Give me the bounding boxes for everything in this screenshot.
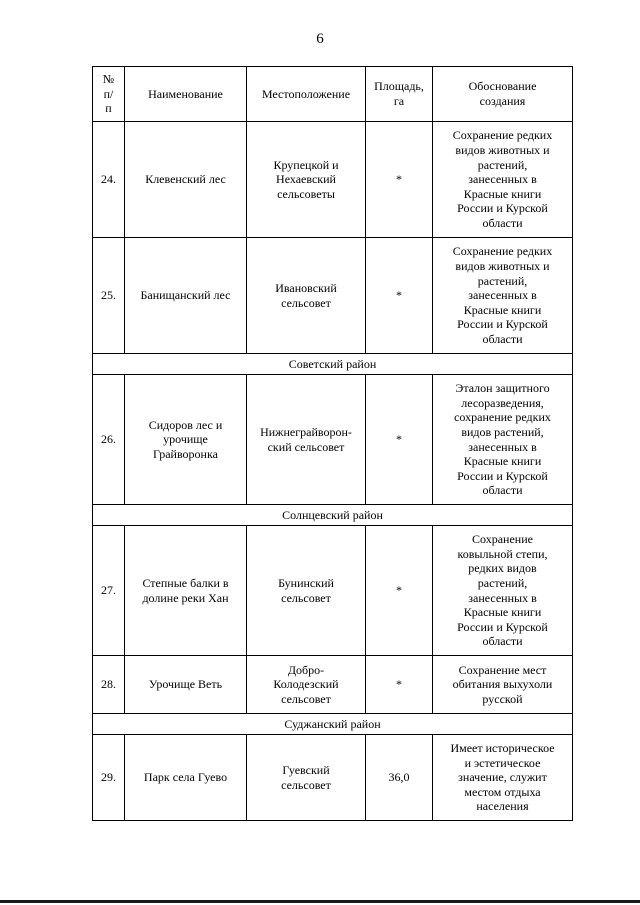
header-number: № п/ п bbox=[93, 67, 125, 122]
row-name: Урочище Веть bbox=[125, 656, 247, 714]
row-basis: Сохранение редких видов животных и растений, занесенных в Красные книги России и Курской области bbox=[433, 238, 573, 354]
row-area: * bbox=[366, 526, 433, 656]
row-basis: Сохранение редких видов животных и растений, занесенных в Красные книги России и Курской области bbox=[433, 122, 573, 238]
row-area: 36,0 bbox=[366, 735, 433, 821]
page-bottom-border bbox=[0, 900, 640, 903]
region-row bbox=[93, 354, 573, 375]
protected-areas-table bbox=[92, 66, 573, 821]
table-row bbox=[93, 526, 573, 656]
page-number: 6 bbox=[316, 31, 324, 47]
row-area: * bbox=[366, 238, 433, 354]
region-row bbox=[93, 505, 573, 526]
row-area: * bbox=[366, 656, 433, 714]
table-row bbox=[93, 122, 573, 238]
row-number: 25. bbox=[93, 238, 125, 354]
row-location: Ивановский сельсовет bbox=[247, 238, 366, 354]
row-name: Клевенский лес bbox=[125, 122, 247, 238]
table-row bbox=[93, 238, 573, 354]
row-location: Бунинский сельсовет bbox=[247, 526, 366, 656]
row-number: 27. bbox=[93, 526, 125, 656]
row-area: * bbox=[366, 122, 433, 238]
row-basis: Имеет историческое и эстетическое значение, служит местом отдыха населения bbox=[433, 735, 573, 821]
header-area: Площадь, га bbox=[366, 67, 433, 122]
row-name: Степные балки в долине реки Хан bbox=[125, 526, 247, 656]
row-name: Сидоров лес и урочище Грайворонка bbox=[125, 375, 247, 505]
row-basis: Сохранение ковыльной степи, редких видов растений, занесенных в Красные книги России и Курской области bbox=[433, 526, 573, 656]
header-name: Наименование bbox=[125, 67, 247, 122]
table-header-row bbox=[93, 67, 573, 122]
row-name: Банищанский лес bbox=[125, 238, 247, 354]
header-basis: Обоснование создания bbox=[433, 67, 573, 122]
row-name: Парк села Гуево bbox=[125, 735, 247, 821]
region-label: Суджанский район bbox=[93, 714, 573, 735]
row-number: 28. bbox=[93, 656, 125, 714]
row-basis: Эталон защитного лесоразведения, сохранение редких видов растений, занесенных в Красные книги России и Курской области bbox=[433, 375, 573, 505]
row-basis: Сохранение мест обитания выхухоли русской bbox=[433, 656, 573, 714]
region-row bbox=[93, 714, 573, 735]
row-location: Крупецкой и Нехаевский сельсоветы bbox=[247, 122, 366, 238]
table-row bbox=[93, 735, 573, 821]
table-row bbox=[93, 375, 573, 505]
row-number: 29. bbox=[93, 735, 125, 821]
row-area: * bbox=[366, 375, 433, 505]
region-label: Советский район bbox=[93, 354, 573, 375]
table-row bbox=[93, 656, 573, 714]
row-number: 24. bbox=[93, 122, 125, 238]
region-label: Солнцевский район bbox=[93, 505, 573, 526]
row-number: 26. bbox=[93, 375, 125, 505]
row-location: Нижнеграйворон- ский сельсовет bbox=[247, 375, 366, 505]
row-location: Гуевский сельсовет bbox=[247, 735, 366, 821]
row-location: Добро- Колодезский сельсовет bbox=[247, 656, 366, 714]
header-location: Местоположение bbox=[247, 67, 366, 122]
